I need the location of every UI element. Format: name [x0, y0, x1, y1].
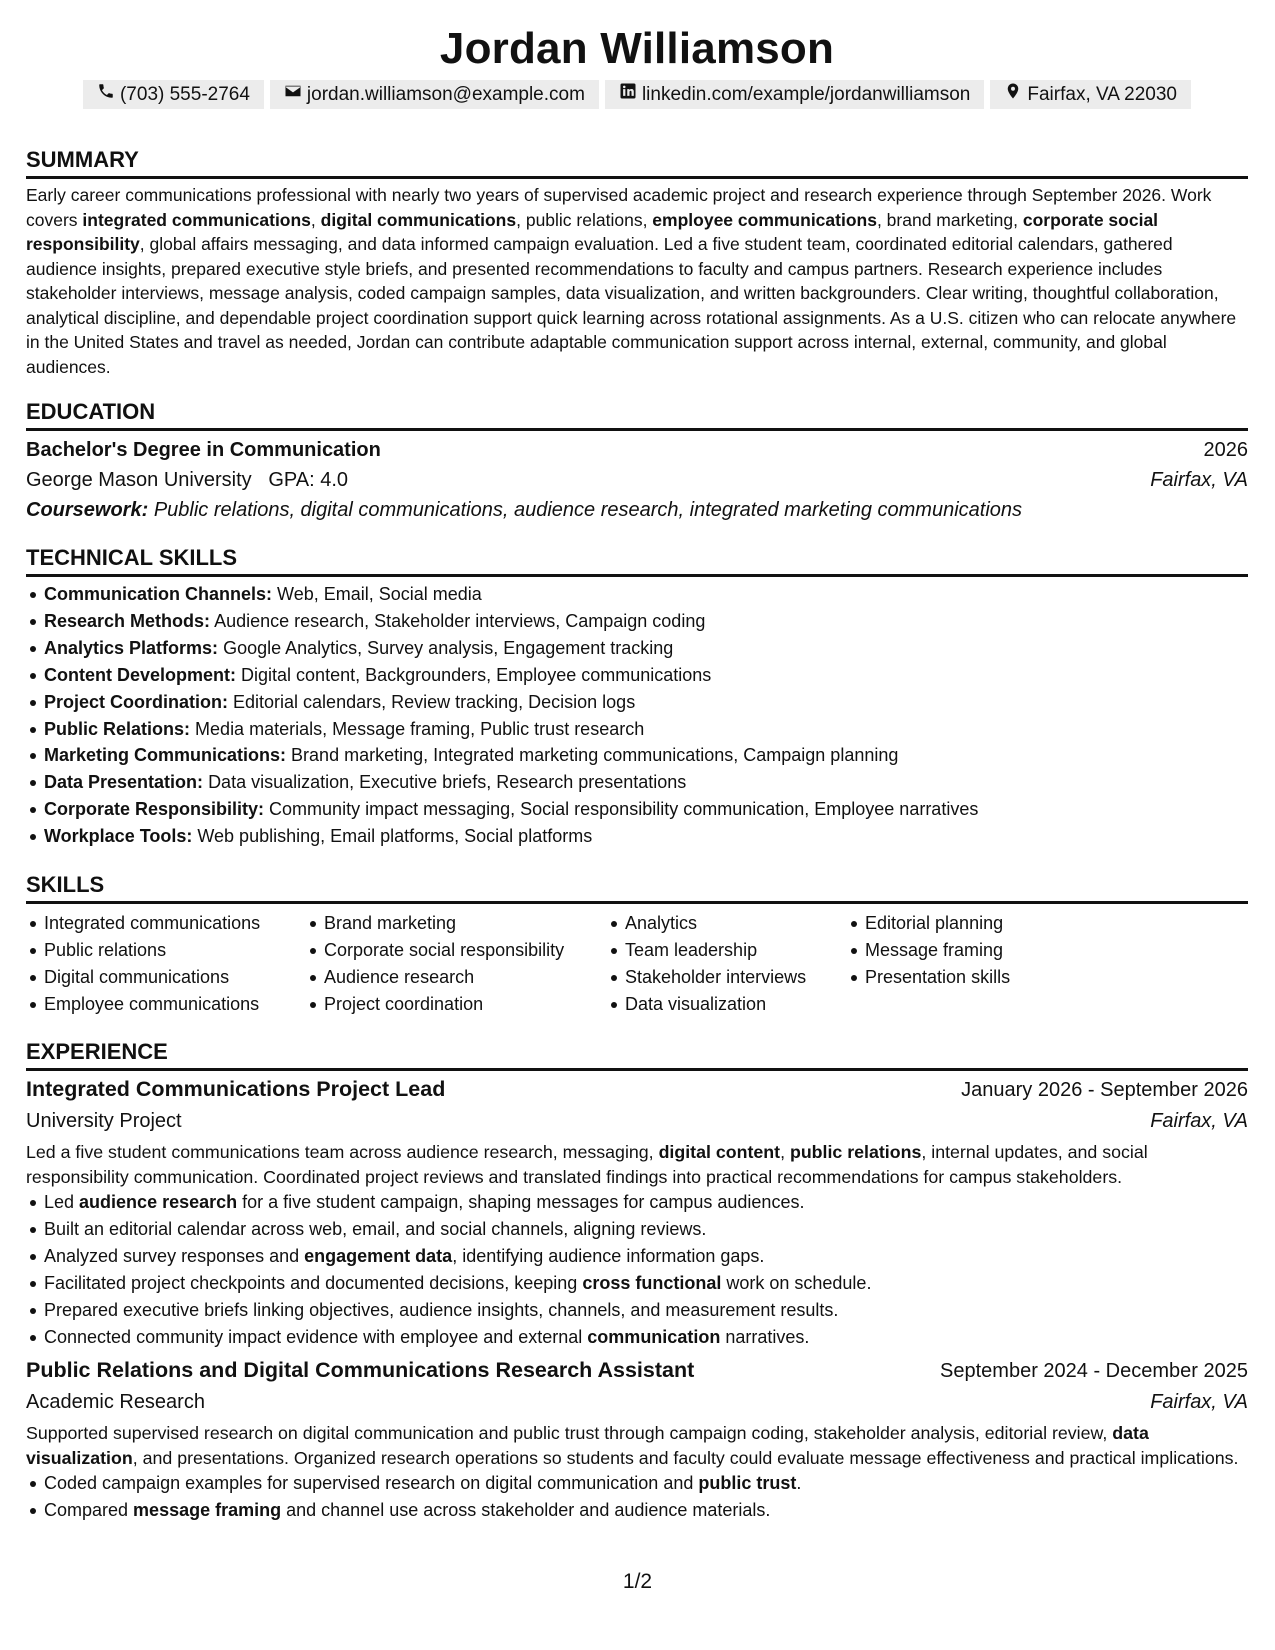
job-org: University Project — [26, 1110, 182, 1132]
skills-section — [26, 871, 1248, 1018]
technical-skills-list — [26, 581, 1248, 850]
list-item — [44, 1243, 1248, 1270]
skills-column — [847, 910, 1165, 1018]
gpa: GPA: 4.0 — [268, 469, 348, 491]
education-section — [26, 398, 1248, 525]
contact-row — [26, 80, 1248, 109]
job-summary — [26, 1421, 1248, 1470]
location-text: Fairfax, VA 22030 — [1027, 84, 1177, 105]
list-item — [44, 1470, 1248, 1497]
bold-text: employee communications — [652, 209, 877, 230]
list-item: Data Presentation: Data visualization, Executive briefs, Research presentations — [44, 769, 1248, 796]
text-run: Compared — [44, 1500, 134, 1521]
school-name: George Mason University — [26, 469, 252, 491]
text-run: , internal updates, and social responsibility communication. Coordinated project reviews and translated findings into practical recommendations for campus stakeholders. — [26, 1142, 1148, 1187]
list-item: Content Development: Digital content, Backgrounders, Employee communications — [44, 662, 1248, 689]
list-item — [44, 1324, 1248, 1351]
summary-text — [26, 183, 1248, 379]
text-run: for a five student campaign, shaping messages for campus audiences. — [237, 1192, 805, 1212]
experience-section — [26, 1038, 1248, 1524]
skills-heading: SKILLS — [26, 871, 1248, 904]
map-pin-icon — [1004, 80, 1022, 109]
bold-text: engagement data — [304, 1245, 453, 1266]
list-item: Stakeholder interviews — [625, 964, 847, 991]
text-run: and channel use across stakeholder and audience materials. — [281, 1500, 771, 1521]
skills-column — [607, 910, 847, 1018]
bold-text: public trust — [698, 1473, 797, 1494]
text-run: , and presentations. Organized research operations so students and faculty could evaluate message effectiveness and practical implications. — [132, 1447, 1239, 1468]
contact-email[interactable] — [270, 80, 599, 109]
text-run: Led a five student communications team across audience research, messaging, — [26, 1142, 659, 1162]
bold-text: digital content — [658, 1142, 781, 1162]
linkedin-icon — [619, 80, 637, 109]
text-run: Prepared executive briefs linking objectives, audience insights, channels, and measurement results. — [44, 1299, 839, 1320]
phone-icon — [97, 80, 115, 109]
bold-text: corporate social responsibility — [26, 209, 1159, 254]
resume-page — [26, 0, 1248, 1521]
text-run: Early career communications professional with nearly two years of supervised academic project and research experience through September 2026. Work covers — [26, 185, 1212, 230]
list-item — [44, 1189, 1248, 1216]
text-run: Led — [44, 1192, 80, 1212]
phone-text: (703) 555-2764 — [119, 84, 250, 105]
job-entry — [26, 1354, 1248, 1524]
list-item: Workplace Tools: Web publishing, Email platforms, Social platforms — [44, 823, 1248, 850]
page-number: 1/2 — [622, 1570, 653, 1593]
coursework — [26, 495, 1248, 525]
list-item: Team leadership — [625, 937, 847, 964]
list-item: Public relations — [44, 937, 306, 964]
bold-text: cross functional — [582, 1272, 722, 1293]
list-item — [44, 1497, 1248, 1524]
technical-skills-heading: TECHNICAL SKILLS — [26, 544, 1248, 577]
text-run: Analyzed survey responses and — [44, 1245, 305, 1266]
job-bullets — [26, 1189, 1248, 1350]
list-item: Research Methods: Audience research, Stakeholder interviews, Campaign coding — [44, 608, 1248, 635]
text-run: narratives. — [720, 1326, 810, 1347]
summary-heading: SUMMARY — [26, 146, 1248, 179]
candidate-name: Jordan Williamson — [439, 24, 835, 73]
job-entry — [26, 1073, 1248, 1350]
text-run: work on schedule. — [721, 1272, 872, 1293]
bold-text: audience research — [79, 1192, 238, 1212]
skills-column — [26, 910, 306, 1018]
list-item — [44, 1270, 1248, 1297]
text-run: , public relations, — [516, 209, 653, 230]
contact-location[interactable] — [990, 80, 1191, 109]
bold-text: message framing — [133, 1500, 282, 1521]
job-summary — [26, 1140, 1248, 1189]
list-item: Digital communications — [44, 964, 306, 991]
list-item: Editorial planning — [865, 910, 1165, 937]
list-item — [44, 1216, 1248, 1243]
list-item: Public Relations: Media materials, Message framing, Public trust research — [44, 716, 1248, 743]
coursework-list: Public relations, digital communications, audience research, integrated marketing communications — [153, 499, 1023, 521]
skills-column — [306, 910, 607, 1018]
text-run: , brand marketing, — [876, 209, 1023, 230]
bold-text: data visualization — [26, 1423, 1149, 1468]
list-item: Project Coordination: Editorial calendars, Review tracking, Decision logs — [44, 689, 1248, 716]
text-run: Coded campaign examples for supervised research on digital communication and — [44, 1473, 699, 1494]
text-run: . — [796, 1473, 802, 1494]
text-run: Connected community impact evidence with employee and external — [44, 1326, 588, 1347]
list-item: Communication Channels: Web, Email, Social media — [44, 581, 1248, 608]
contact-linkedin[interactable] — [605, 80, 984, 109]
list-item: Corporate Responsibility: Community impact messaging, Social responsibility communication, Employee narratives — [44, 796, 1248, 823]
bold-text: communication — [587, 1326, 721, 1347]
job-location: Fairfax, VA — [1150, 1110, 1248, 1132]
list-item: Marketing Communications: Brand marketing, Integrated marketing communications, Campaign planning — [44, 742, 1248, 769]
list-item: Analytics — [625, 910, 847, 937]
list-item: Project coordination — [324, 991, 607, 1018]
bold-text: integrated communications — [82, 209, 311, 230]
job-title: Public Relations and Digital Communications Research Assistant — [26, 1358, 695, 1383]
list-item: Audience research — [324, 964, 607, 991]
text-run: , — [310, 209, 321, 230]
list-item — [44, 1297, 1248, 1324]
text-run: Facilitated project checkpoints and documented decisions, keeping — [44, 1272, 583, 1293]
list-item: Message framing — [865, 937, 1165, 964]
text-run: Built an editorial calendar across web, email, and social channels, aligning reviews. — [44, 1218, 707, 1239]
email-text: jordan.williamson@example.com — [306, 84, 585, 105]
job-bullets — [26, 1470, 1248, 1524]
skills-grid — [26, 910, 1248, 1018]
degree-title: Bachelor's Degree in Communication — [26, 439, 381, 461]
list-item: Analytics Platforms: Google Analytics, Survey analysis, Engagement tracking — [44, 635, 1248, 662]
contact-phone[interactable] — [83, 80, 264, 109]
list-item: Data visualization — [625, 991, 847, 1018]
education-heading: EDUCATION — [26, 398, 1248, 431]
job-dates: January 2026 - September 2026 — [961, 1079, 1248, 1101]
list-item: Employee communications — [44, 991, 306, 1018]
experience-heading: EXPERIENCE — [26, 1038, 1248, 1071]
coursework-label: Coursework: — [26, 499, 149, 521]
summary-section — [26, 146, 1248, 379]
text-run: , global affairs messaging, and data informed campaign evaluation. Led a five student team, coordinated editorial calendars, gathered audience insights, prepared executive style briefs, and presented recommendations to faculty and campus partners. Research experience includes stakeholder interviews, message analysis, coded campaign samples, data visualization, and written backgrounders. Clear writing, thoughtful collaboration, analytical discipline, and dependable project coordination support quick learning across rotational assignments. As a U.S. citizen who can relocate anywhere in the United States and travel as needed, Jordan can contribute adaptable communication support across internal, external, community, and global audiences. — [26, 234, 1237, 377]
text-run: , identifying audience information gaps. — [452, 1245, 765, 1266]
envelope-icon — [284, 80, 302, 109]
graduation-year: 2026 — [1203, 439, 1248, 461]
job-location: Fairfax, VA — [1150, 1391, 1248, 1414]
list-item: Brand marketing — [324, 910, 607, 937]
bold-text: digital communications — [320, 209, 517, 230]
job-org: Academic Research — [26, 1391, 205, 1414]
bold-text: public relations — [789, 1142, 922, 1162]
text-run: , — [780, 1142, 790, 1162]
job-title: Integrated Communications Project Lead — [26, 1077, 446, 1101]
school-location: Fairfax, VA — [1150, 469, 1248, 491]
technical-skills-section — [26, 544, 1248, 850]
linkedin-text: linkedin.com/example/jordanwilliamson — [641, 84, 971, 105]
text-run: Supported supervised research on digital communication and public trust through campaign coding, stakeholder analysis, editorial review, — [26, 1423, 1113, 1444]
job-dates: September 2024 - December 2025 — [940, 1360, 1248, 1383]
list-item: Presentation skills — [865, 964, 1165, 991]
list-item: Corporate social responsibility — [324, 937, 607, 964]
list-item: Integrated communications — [44, 910, 306, 937]
